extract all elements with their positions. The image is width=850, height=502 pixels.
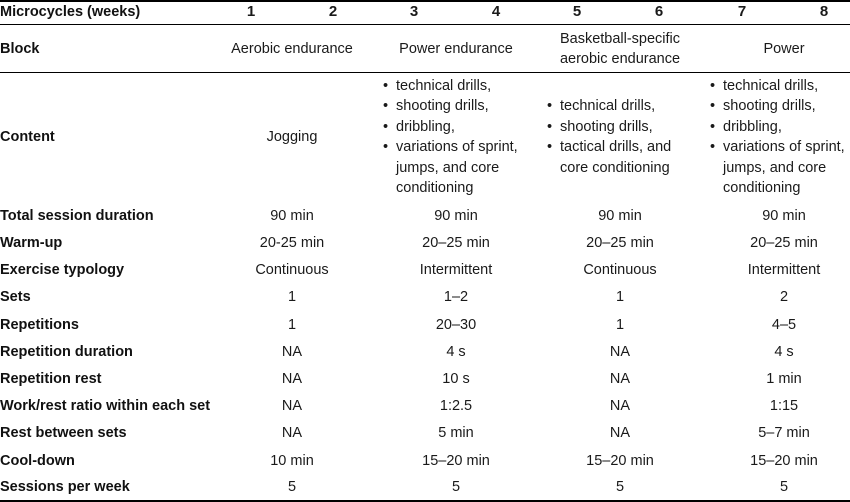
row-label-total-session-duration: Total session duration	[0, 207, 154, 224]
row-cell: NA	[609, 424, 631, 441]
content-4-list	[709, 76, 845, 199]
list-item: • technical drills,	[710, 77, 819, 94]
row-cell: 5	[451, 478, 461, 495]
row-label-repetitions: Repetitions	[0, 316, 79, 333]
row-cell: 15–20 min	[750, 452, 818, 469]
row-cell: NA	[609, 343, 631, 360]
row-label-warm-up: Warm-up	[0, 234, 63, 251]
list-item: • shooting drills,	[383, 98, 489, 114]
list-item-continuation: jumps, and core	[723, 159, 827, 176]
row-cell: 15–20 min	[586, 452, 654, 469]
row-cell: 1:15	[769, 397, 799, 414]
content-1: Jogging	[266, 129, 318, 145]
row-cell: Continuous	[583, 261, 657, 278]
row-cell: 4 s	[774, 343, 794, 360]
list-item: • technical drills,	[383, 77, 492, 94]
row-cell: 90 min	[598, 207, 642, 224]
row-cell: 1:2.5	[439, 397, 473, 414]
row-cell: 1	[615, 288, 625, 305]
week-3: 3	[409, 3, 419, 20]
row-cell: 4 s	[446, 343, 466, 360]
row-cell: 1	[287, 288, 297, 305]
row-cell: Intermittent	[747, 261, 821, 278]
block-label: Block	[0, 40, 40, 57]
row-cell: 20–30	[435, 316, 477, 333]
list-item-continuation: jumps, and core	[396, 159, 500, 176]
row-cell: 20–25 min	[422, 234, 490, 251]
row-cell: Continuous	[255, 261, 329, 278]
content-2-list	[382, 76, 518, 199]
list-item: • technical drills,	[547, 98, 656, 114]
row-cell: 1	[615, 316, 625, 333]
row-cell: 90 min	[762, 207, 806, 224]
content-2	[382, 73, 542, 201]
row-cell: 5 min	[438, 424, 474, 441]
block-3-line-1: Basketball-specific	[559, 30, 681, 47]
row-cell: 90 min	[434, 207, 478, 224]
row-cell: 90 min	[270, 207, 314, 224]
row-cell: 5	[779, 478, 789, 495]
row-cell: Intermittent	[419, 261, 493, 278]
row-cell: 5	[287, 478, 297, 495]
header-label: Microcycles (weeks)	[0, 4, 141, 20]
row-cell: 2	[779, 288, 789, 305]
list-item: • shooting drills,	[547, 118, 653, 135]
list-item-continuation: conditioning	[396, 180, 474, 196]
week-1: 1	[246, 3, 256, 20]
content-3-list	[546, 96, 671, 178]
row-cell: 4–5	[771, 316, 797, 333]
week-5: 5	[572, 3, 582, 20]
week-4: 4	[491, 3, 501, 20]
row-cell: NA	[281, 397, 303, 414]
row-label-exercise-typology: Exercise typology	[0, 261, 125, 278]
row-cell: NA	[281, 343, 303, 360]
row-cell: 1–2	[443, 288, 469, 305]
week-7: 7	[737, 3, 747, 20]
row-label-sessions-per-week: Sessions per week	[0, 478, 130, 495]
content-label: Content	[0, 129, 55, 145]
row-cell: NA	[609, 397, 631, 414]
list-item: • variations of sprint,	[383, 139, 518, 155]
content-3	[546, 73, 706, 201]
list-item: • dribbling,	[710, 118, 782, 135]
row-label-repetition-duration: Repetition duration	[0, 343, 133, 360]
list-item-continuation: core conditioning	[560, 159, 670, 176]
block-2: Power endurance	[399, 40, 513, 57]
week-2: 2	[328, 3, 338, 20]
list-item: • dribbling,	[383, 118, 455, 135]
content-4	[709, 73, 850, 201]
row-cell: 1	[287, 316, 297, 333]
row-cell: 20-25 min	[259, 234, 325, 251]
list-item: • variations of sprint,	[710, 139, 845, 155]
parameter-rows	[0, 202, 850, 499]
row-cell: NA	[609, 370, 631, 387]
bottom-rule	[0, 500, 850, 502]
list-item: • shooting drills,	[710, 98, 816, 114]
row-label-work-rest-ratio: Work/rest ratio within each set	[0, 397, 211, 414]
row-cell: 15–20 min	[422, 452, 490, 469]
block-1: Aerobic endurance	[231, 40, 353, 57]
block-3	[540, 25, 700, 72]
row-cell: NA	[281, 424, 303, 441]
row-label-rest-between-sets: Rest between sets	[0, 424, 127, 441]
row-cell: 1 min	[766, 370, 802, 387]
row-cell: NA	[281, 370, 303, 387]
list-item-continuation: conditioning	[723, 180, 801, 196]
row-cell: 20–25 min	[750, 234, 818, 251]
row-label-cool-down: Cool-down	[0, 452, 75, 469]
row-label-repetition-rest: Repetition rest	[0, 370, 102, 387]
week-8: 8	[819, 3, 829, 20]
row-cell: 10 s	[442, 370, 470, 387]
row-label-sets: Sets	[0, 288, 31, 305]
row-cell: 20–25 min	[586, 234, 654, 251]
block-4: Power	[763, 40, 805, 57]
list-item: • tactical drills, and	[547, 139, 672, 155]
row-cell: 5	[615, 478, 625, 495]
row-cell: 10 min	[270, 452, 314, 469]
row-cell: 5–7 min	[758, 424, 810, 441]
block-3-line-2: aerobic endurance	[559, 50, 681, 67]
week-6: 6	[654, 3, 664, 20]
